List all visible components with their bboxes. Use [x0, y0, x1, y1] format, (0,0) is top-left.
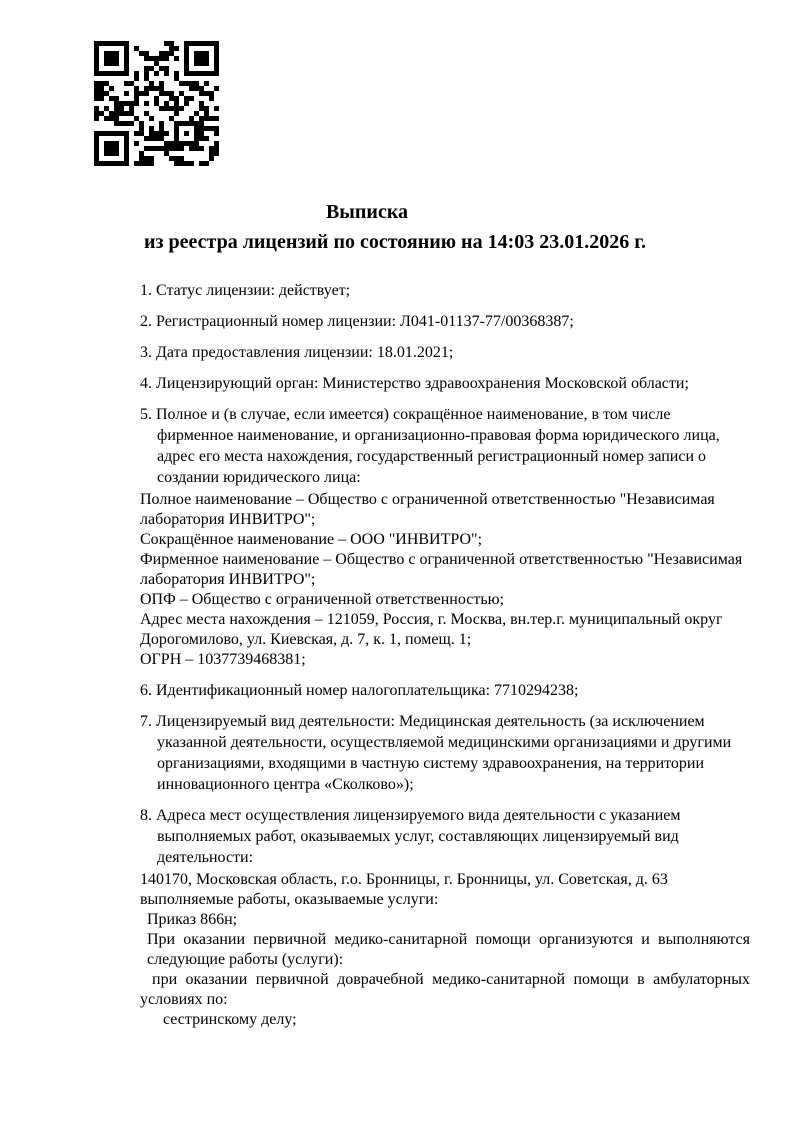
document-body — [140, 254, 750, 1030]
org-legal-form: ОПФ – Общество с ограниченной ответственностью; — [140, 591, 505, 608]
activity-addresses-heading: 8. Адреса мест осуществления лицензируемого вида деятельности с указанием выполняемых работ, оказываемых услуг, составляющих лицензируемый вид деятельности: — [140, 807, 681, 866]
org-names-heading: 5. Полное и (в случае, если имеется) сокращённое наименование, в том числе фирменное наименование, и организационно-правовая форма юридического лица, адрес его места нахождения, государственный регистрационный номер записи о создании юридического лица: — [140, 406, 720, 486]
org-short-name: Сокращённое наименование – ООО "ИНВИТРО"; — [140, 531, 483, 548]
qr-code-icon — [94, 41, 219, 166]
document-subtitle: из реестра лицензий по состоянию на 14:03 23.01.2026 г. — [143, 231, 647, 253]
document-title: Выписка — [325, 201, 409, 223]
primary-care-paragraph: При оказании первичной медико-санитарной помощи организуются и выполняются следующие работы (услуги): — [147, 931, 750, 968]
pre-medical-care-paragraph: при оказании первичной доврачебной медико-санитарной помощи в амбулаторных условиях по: — [140, 971, 750, 1008]
licensed-activity-line: 7. Лицензируемый вид деятельности: Медицинская деятельность (за исключением указанной деятельности, осуществляемой медицинскими организациями и другими организациями, входящими в частную систему здравоохранения, на территории инновационного центра «Сколково»); — [140, 713, 732, 793]
works-services-label: выполняемые работы, оказываемые услуги: — [140, 891, 439, 908]
activity-address-line: 140170, Московская область, г.о. Бронницы, г. Бронницы, ул. Советская, д. 63 — [140, 871, 668, 888]
licensing-authority-line: 4. Лицензирующий орган: Министерство здравоохранения Московской области; — [140, 375, 689, 392]
activity-address-details — [140, 870, 750, 1030]
nursing-line: сестринскому делу; — [163, 1011, 297, 1028]
license-status-line: 1. Статус лицензии: действует; — [140, 282, 351, 299]
org-brand-name: Фирменное наименование – Общество с ограниченной ответственностью "Независимая лаборатория ИНВИТРО"; — [140, 551, 743, 588]
registration-number-line: 2. Регистрационный номер лицензии: Л041-01137-77/00368387; — [140, 313, 574, 330]
org-address: Адрес места нахождения – 121059, Россия, г. Москва, вн.тер.г. муниципальный округ Дорогомилово, ул. Киевская, д. 7, к. 1, помещ. 1; — [140, 611, 723, 648]
order-866n-line: Приказ 866н; — [147, 911, 238, 928]
organization-details — [140, 490, 750, 670]
grant-date-line: 3. Дата предоставления лицензии: 18.01.2021; — [140, 344, 454, 361]
taxpayer-id-line: 6. Идентификационный номер налогоплательщика: 7710294238; — [140, 682, 579, 699]
org-full-name: Полное наименование – Общество с ограниченной ответственностью "Независимая лаборатория ИНВИТРО"; — [140, 491, 715, 528]
org-ogrn: ОГРН – 1037739468381; — [140, 651, 306, 668]
